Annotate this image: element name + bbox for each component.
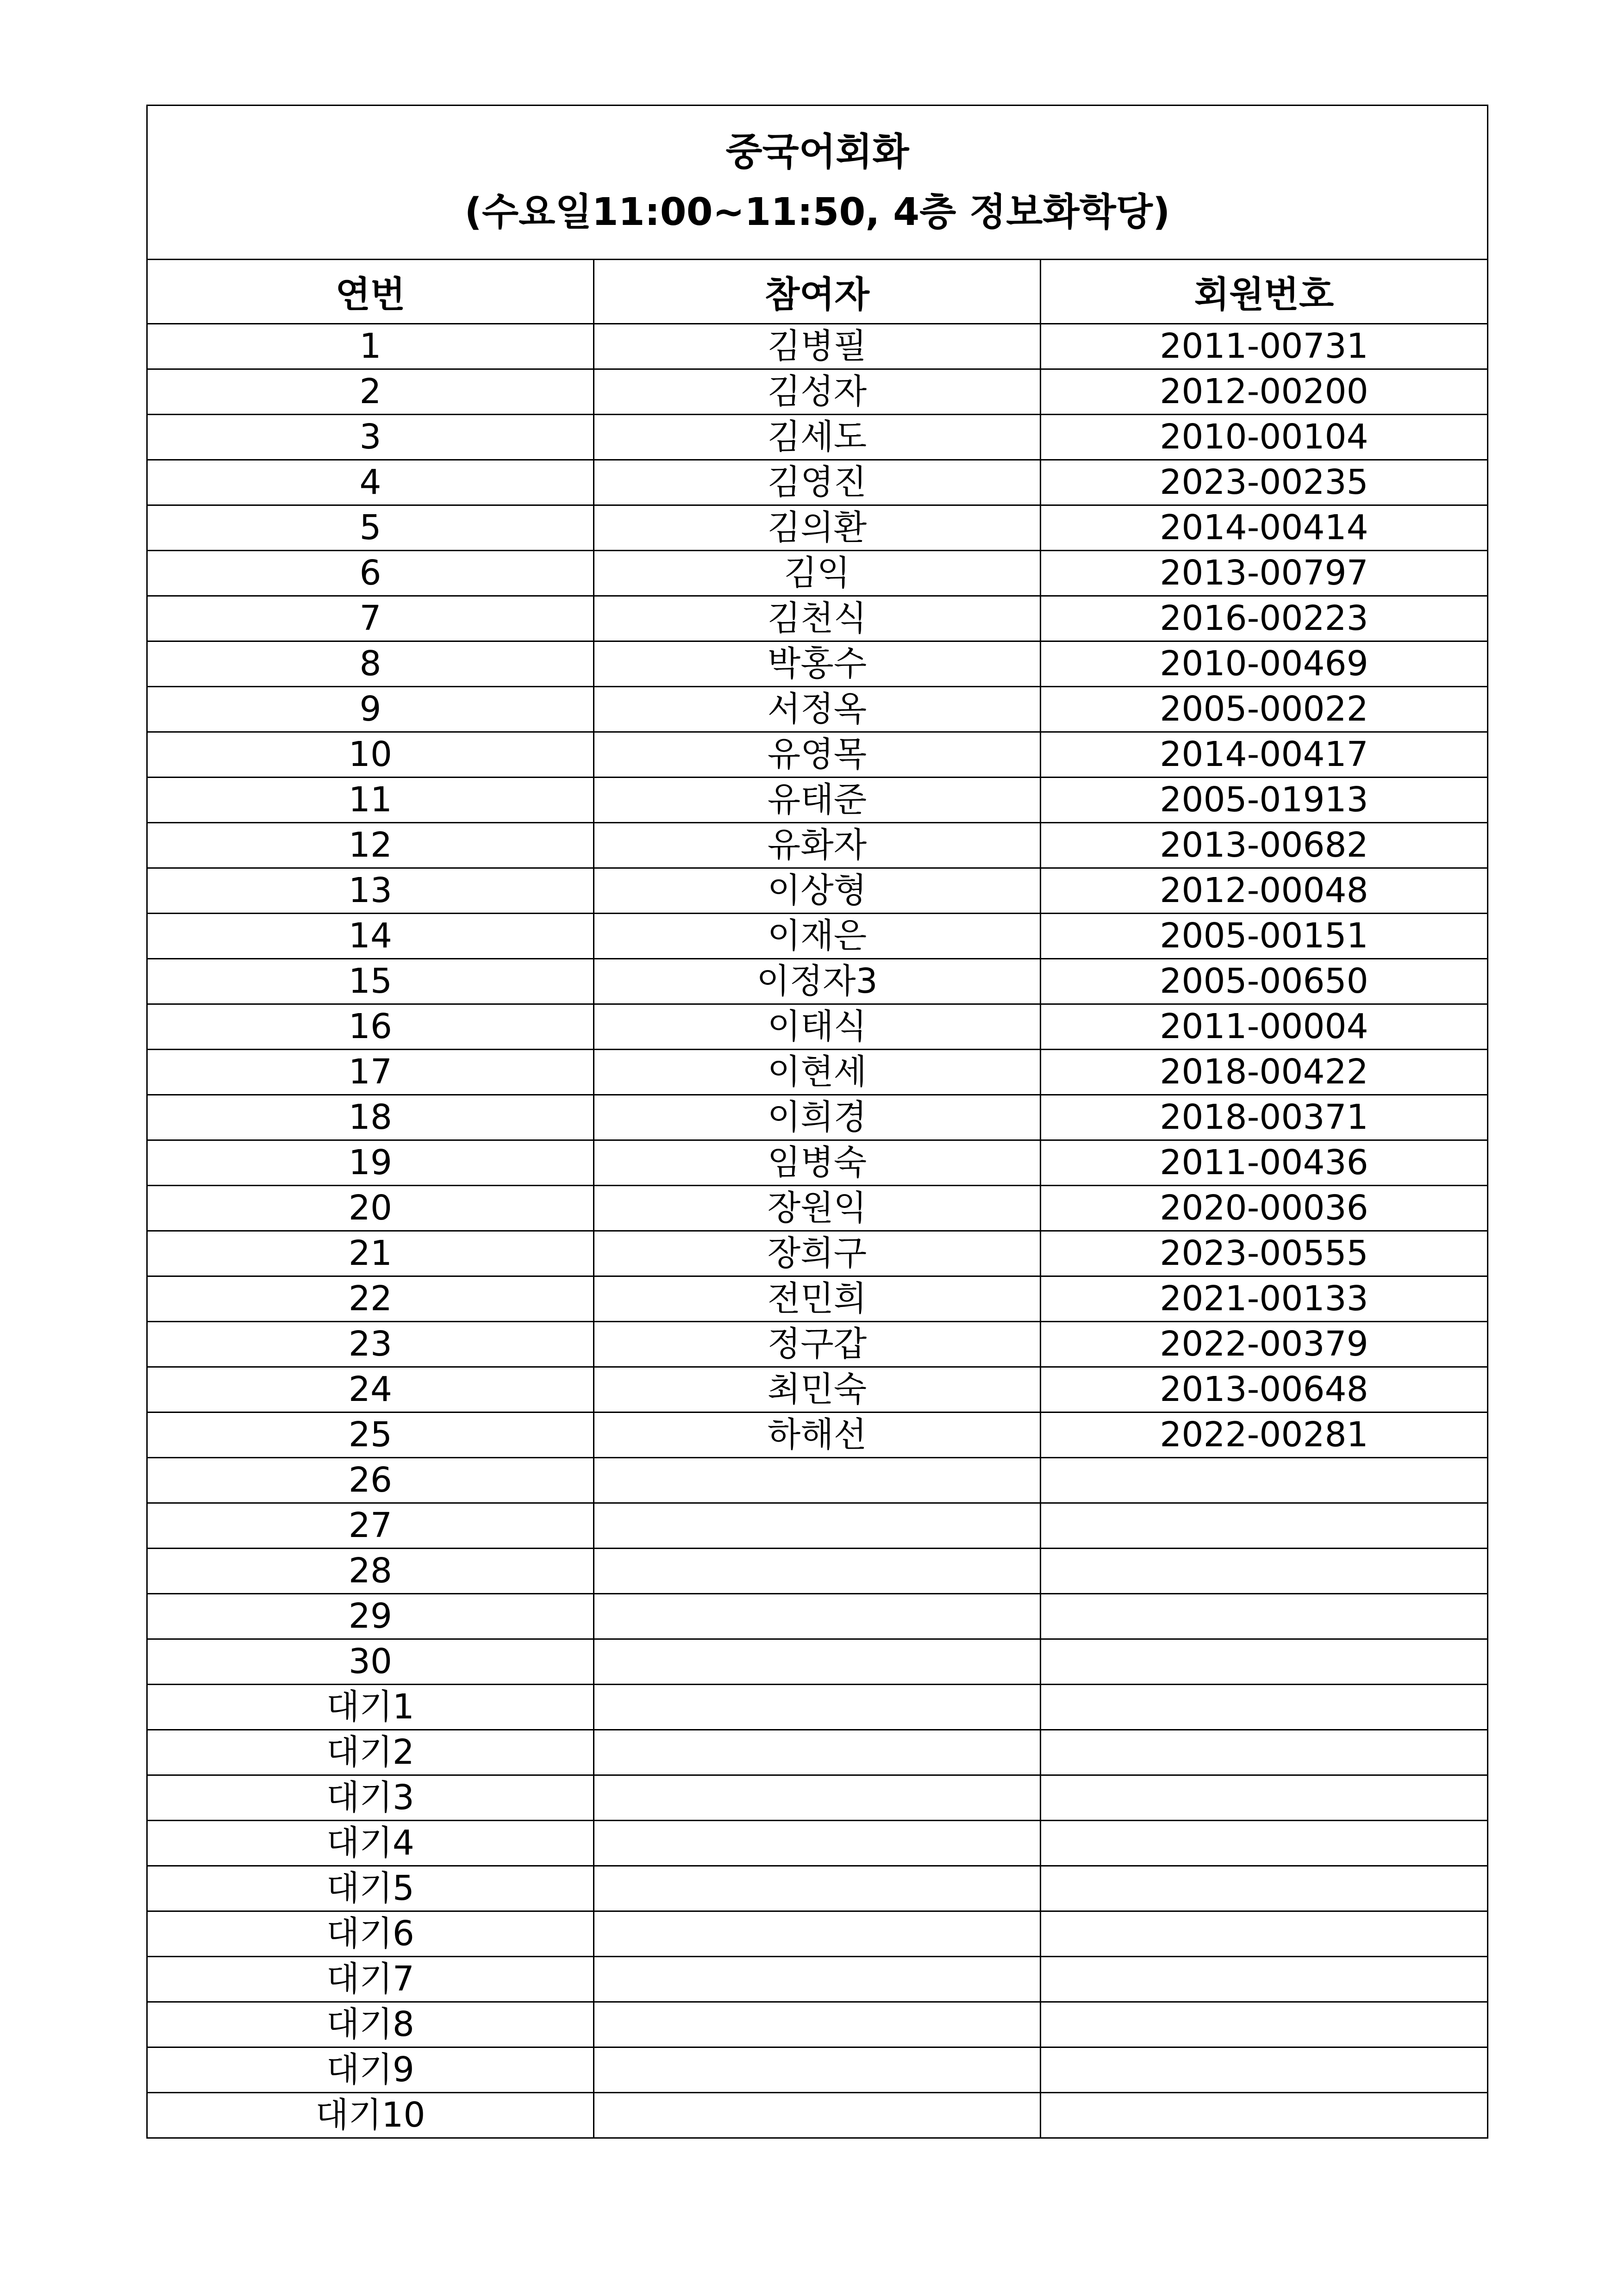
cell-member-id: 2021-00133 [1041,1276,1488,1322]
cell-participant: 장원익 [594,1186,1041,1231]
table-row [147,460,1488,505]
table-row [147,914,1488,959]
cell-number: 10 [147,732,594,778]
table-row [147,1639,1488,1685]
header-row [147,260,1488,324]
cell-number: 4 [147,460,594,505]
title-cell [147,106,1488,260]
cell-participant: 이현세 [594,1050,1041,1095]
cell-number: 20 [147,1186,594,1231]
table-row [147,687,1488,732]
cell-number: 14 [147,914,594,959]
table-row [147,1231,1488,1276]
cell-member-id [1041,1503,1488,1549]
cell-member-id: 2013-00682 [1041,823,1488,868]
roster-table-body [147,106,1488,2138]
cell-number: 대기3 [147,1775,594,1821]
cell-member-id [1041,1821,1488,1866]
table-row [147,551,1488,596]
cell-number: 12 [147,823,594,868]
cell-number: 대기6 [147,1911,594,1957]
cell-participant: 정구갑 [594,1322,1041,1367]
table-row [147,1685,1488,1730]
cell-participant: 김성자 [594,369,1041,415]
table-row [147,641,1488,687]
cell-number: 26 [147,1458,594,1503]
cell-participant [594,1866,1041,1911]
cell-number: 28 [147,1549,594,1594]
table-row [147,732,1488,778]
cell-number: 23 [147,1322,594,1367]
roster-table [146,105,1488,2139]
cell-participant [594,1458,1041,1503]
table-row [147,1911,1488,1957]
class-schedule: (수요일11:00~11:50, 4층 정보화학당) [464,190,1170,234]
table-row [147,2047,1488,2093]
class-title: 중국어회화 [725,130,909,174]
cell-member-id [1041,1458,1488,1503]
cell-number: 1 [147,324,594,369]
cell-member-id: 2005-00650 [1041,959,1488,1004]
cell-member-id: 2012-00200 [1041,369,1488,415]
table-row [147,1730,1488,1775]
cell-participant: 김의환 [594,505,1041,551]
cell-member-id: 2005-00151 [1041,914,1488,959]
cell-participant: 유화자 [594,823,1041,868]
cell-member-id [1041,2093,1488,2138]
cell-member-id: 2013-00797 [1041,551,1488,596]
cell-number: 3 [147,415,594,460]
cell-participant: 이상형 [594,868,1041,914]
table-row [147,1412,1488,1458]
header-participant: 참여자 [594,260,1041,324]
table-row [147,778,1488,823]
cell-participant [594,2047,1041,2093]
cell-number: 29 [147,1594,594,1639]
table-row [147,1549,1488,1594]
cell-member-id: 2011-00004 [1041,1004,1488,1050]
cell-participant: 최민숙 [594,1367,1041,1412]
table-row [147,1367,1488,1412]
table-row [147,959,1488,1004]
table-row [147,324,1488,369]
cell-number: 8 [147,641,594,687]
table-row [147,1594,1488,1639]
cell-participant: 하해선 [594,1412,1041,1458]
table-row [147,2093,1488,2138]
title-row [147,106,1488,260]
table-row [147,1322,1488,1367]
cell-member-id [1041,1775,1488,1821]
cell-number: 22 [147,1276,594,1322]
cell-participant [594,1594,1041,1639]
table-row [147,823,1488,868]
cell-participant: 김익 [594,551,1041,596]
cell-member-id: 2016-00223 [1041,596,1488,641]
cell-number: 대기9 [147,2047,594,2093]
table-row [147,868,1488,914]
cell-number: 15 [147,959,594,1004]
table-row [147,1957,1488,2002]
cell-number: 25 [147,1412,594,1458]
table-row [147,1821,1488,1866]
table-row [147,1775,1488,1821]
cell-participant [594,2093,1041,2138]
cell-member-id: 2005-00022 [1041,687,1488,732]
cell-participant: 김세도 [594,415,1041,460]
cell-participant [594,1503,1041,1549]
cell-participant: 임병숙 [594,1140,1041,1186]
table-row [147,1050,1488,1095]
cell-number: 18 [147,1095,594,1140]
cell-number: 27 [147,1503,594,1549]
cell-number: 대기7 [147,1957,594,2002]
cell-member-id: 2014-00417 [1041,732,1488,778]
cell-member-id [1041,1911,1488,1957]
cell-participant [594,1730,1041,1775]
cell-member-id: 2010-00469 [1041,641,1488,687]
cell-number: 11 [147,778,594,823]
table-row [147,1458,1488,1503]
cell-participant: 이재은 [594,914,1041,959]
cell-participant: 장희구 [594,1231,1041,1276]
cell-member-id: 2012-00048 [1041,868,1488,914]
cell-member-id: 2018-00422 [1041,1050,1488,1095]
cell-number: 대기5 [147,1866,594,1911]
cell-member-id: 2011-00436 [1041,1140,1488,1186]
cell-participant [594,1821,1041,1866]
header-number: 연번 [147,260,594,324]
cell-member-id: 2014-00414 [1041,505,1488,551]
header-member-id: 회원번호 [1041,260,1488,324]
cell-participant [594,1957,1041,2002]
cell-member-id [1041,1549,1488,1594]
table-row [147,1140,1488,1186]
cell-member-id: 2011-00731 [1041,324,1488,369]
cell-number: 30 [147,1639,594,1685]
cell-participant: 김천식 [594,596,1041,641]
cell-participant [594,1911,1041,1957]
cell-number: 7 [147,596,594,641]
cell-number: 대기4 [147,1821,594,1866]
cell-member-id: 2022-00379 [1041,1322,1488,1367]
cell-participant [594,2002,1041,2047]
table-row [147,2002,1488,2047]
table-row [147,1866,1488,1911]
cell-member-id [1041,1866,1488,1911]
cell-number: 5 [147,505,594,551]
cell-participant: 이태식 [594,1004,1041,1050]
cell-participant [594,1775,1041,1821]
cell-member-id [1041,1685,1488,1730]
table-row [147,1276,1488,1322]
cell-number: 대기2 [147,1730,594,1775]
cell-member-id [1041,1594,1488,1639]
table-row [147,1186,1488,1231]
table-row [147,1095,1488,1140]
cell-member-id: 2013-00648 [1041,1367,1488,1412]
cell-member-id: 2022-00281 [1041,1412,1488,1458]
cell-participant: 유태준 [594,778,1041,823]
cell-number: 21 [147,1231,594,1276]
table-row [147,415,1488,460]
cell-participant: 유영목 [594,732,1041,778]
table-row [147,1503,1488,1549]
cell-number: 대기8 [147,2002,594,2047]
cell-number: 19 [147,1140,594,1186]
table-row [147,505,1488,551]
table-row [147,1004,1488,1050]
cell-member-id: 2010-00104 [1041,415,1488,460]
cell-participant: 김병필 [594,324,1041,369]
cell-participant: 김영진 [594,460,1041,505]
cell-number: 13 [147,868,594,914]
cell-participant [594,1685,1041,1730]
cell-number: 17 [147,1050,594,1095]
cell-member-id: 2023-00235 [1041,460,1488,505]
cell-member-id: 2005-01913 [1041,778,1488,823]
cell-member-id [1041,2002,1488,2047]
cell-member-id [1041,1639,1488,1685]
cell-number: 6 [147,551,594,596]
cell-member-id [1041,1730,1488,1775]
cell-participant: 이정자3 [594,959,1041,1004]
cell-member-id: 2023-00555 [1041,1231,1488,1276]
table-row [147,369,1488,415]
cell-number: 2 [147,369,594,415]
cell-number: 24 [147,1367,594,1412]
cell-number: 16 [147,1004,594,1050]
cell-member-id [1041,1957,1488,2002]
cell-member-id [1041,2047,1488,2093]
cell-participant: 박홍수 [594,641,1041,687]
cell-member-id: 2018-00371 [1041,1095,1488,1140]
cell-participant: 서정옥 [594,687,1041,732]
cell-participant [594,1549,1041,1594]
cell-number: 대기1 [147,1685,594,1730]
cell-member-id: 2020-00036 [1041,1186,1488,1231]
cell-number: 9 [147,687,594,732]
cell-number: 대기10 [147,2093,594,2138]
cell-participant [594,1639,1041,1685]
cell-participant: 전민희 [594,1276,1041,1322]
cell-participant: 이희경 [594,1095,1041,1140]
table-row [147,596,1488,641]
